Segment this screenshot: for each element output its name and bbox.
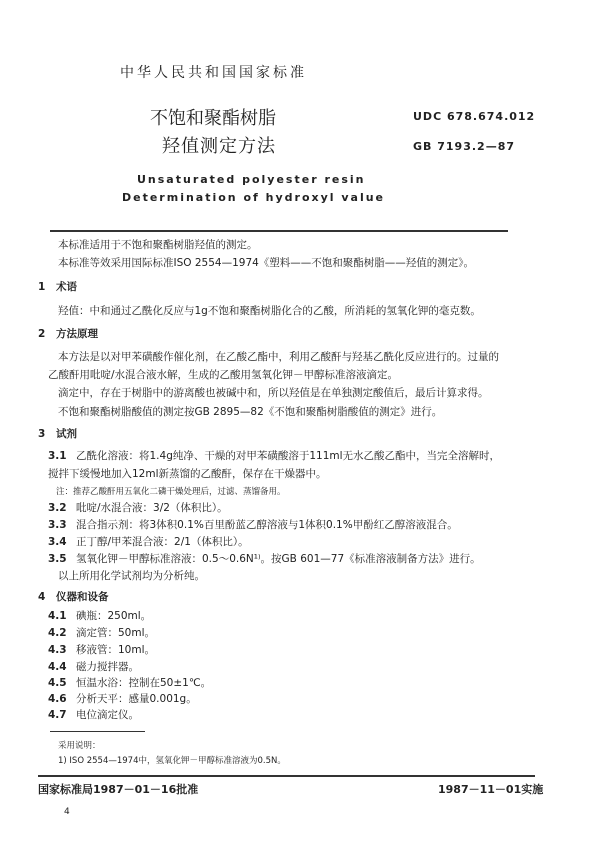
body-line: 滴定中，存在于树脂中的游离酸也被碱中和，所以羟值是在单独测定酸值后，最后计算求得。 [58, 387, 489, 399]
item-text: 磁力搅拌器。 [76, 661, 139, 673]
item-text: 乙酰化溶液：将1.4g纯净、干燥的对甲苯磺酸溶于111ml无水乙酸乙酯中，当完全溶解时， [76, 450, 501, 462]
item-number: 3.4 [48, 536, 67, 548]
item-text: 分析天平：感量0.001g。 [76, 693, 197, 705]
item-number: 4.4 [48, 661, 67, 673]
item-number: 3.1 [48, 450, 67, 462]
body-line: 不饱和聚酯树脂酸值的测定按GB 2895—82《不饱和聚酯树脂酸值的测定》进行。 [58, 406, 443, 418]
item-text: 混合指示剂：将3体积0.1%百里酚蓝乙醇溶液与1体积0.1%甲酚红乙醇溶液混合。 [76, 519, 458, 531]
intro-line: 本标准适用于不饱和聚酯树脂羟值的测定。 [58, 239, 258, 251]
body-line: 乙酸酐用吡啶/水混合液水解，生成的乙酸用氢氧化钾－甲醇标准溶液滴定。 [48, 369, 399, 381]
body-line: 本方法是以对甲苯磺酸作催化剂，在乙酸乙酯中，利用乙酸酐与羟基乙酰化反应进行的。过量的 [58, 351, 499, 363]
approval-date: 国家标准局1987－01－16批准 [38, 783, 199, 796]
section-number: 2 [38, 328, 46, 340]
item-number: 4.1 [48, 610, 67, 622]
udc-code: UDC 678.674.012 [413, 110, 536, 123]
item-text: 碘瓶：250ml。 [76, 610, 152, 622]
section-title: 仪器和设备 [56, 591, 109, 603]
section-title: 术语 [56, 281, 77, 293]
item-number: 4.3 [48, 644, 67, 656]
item-number: 4.7 [48, 709, 67, 721]
item-text: 吡啶/水混合液：3/2（体积比）。 [76, 502, 228, 514]
section-number: 3 [38, 428, 46, 440]
footnote-text: 1) ISO 2554—1974中，氢氧化钾－甲醇标准溶液为0.5N。 [58, 756, 286, 766]
item-text: 恒温水浴：控制在50±1℃。 [76, 677, 212, 689]
footer-divider [38, 775, 535, 777]
item-text: 滴定管：50ml。 [76, 627, 156, 639]
title-en-line2: Determination of hydroxyl value [122, 191, 386, 204]
footnote-title: 采用说明： [58, 741, 101, 751]
title-cn-line1: 不饱和聚酯树脂 [150, 108, 276, 129]
header-divider [50, 230, 508, 232]
item-text: 搅拌下缓慢地加入12ml新蒸馏的乙酸酐，保存在干燥器中。 [48, 468, 327, 480]
section-number: 1 [38, 281, 46, 293]
item-number: 4.5 [48, 677, 67, 689]
body-line: 以上所用化学试剂均为分析纯。 [58, 570, 205, 582]
item-text: 电位滴定仪。 [76, 709, 139, 721]
body-line: 羟值：中和通过乙酰化反应与1g不饱和聚酯树脂化合的乙酸，所消耗的氢氧化钾的毫克数。 [58, 305, 481, 317]
item-number: 3.2 [48, 502, 67, 514]
item-text: 氢氧化钾－甲醇标准溶液：0.5～0.6N¹⁾。按GB 601—77《标准溶液制备方法》进行。 [76, 553, 481, 565]
item-number: 4.6 [48, 693, 67, 705]
item-text: 移液管：10ml。 [76, 644, 156, 656]
title-en-line1: Unsaturated polyester resin [137, 173, 366, 186]
effective-date: 1987－11－01实施 [438, 783, 544, 796]
item-number: 3.3 [48, 519, 67, 531]
item-text: 正丁醇/甲苯混合液：2/1（体积比）。 [76, 536, 249, 548]
item-note: 注：推荐乙酸酐用五氧化二磷干燥处理后，过滤、蒸馏备用。 [56, 487, 286, 497]
section-title: 试剂 [56, 428, 77, 440]
item-number: 3.5 [48, 553, 67, 565]
section-number: 4 [38, 591, 46, 603]
title-cn-line2: 羟值测定方法 [162, 136, 276, 157]
issuing-org: 中华人民共和国国家标准 [120, 65, 307, 81]
section-title: 方法原理 [56, 328, 98, 340]
page-number: 4 [64, 807, 70, 817]
item-number: 4.2 [48, 627, 67, 639]
intro-line: 本标准等效采用国际标准ISO 2554—1974《塑料——不饱和聚酯树脂——羟值的测定》。 [58, 257, 475, 269]
gb-code: GB 7193.2—87 [413, 140, 515, 153]
footnote-divider [50, 731, 145, 732]
